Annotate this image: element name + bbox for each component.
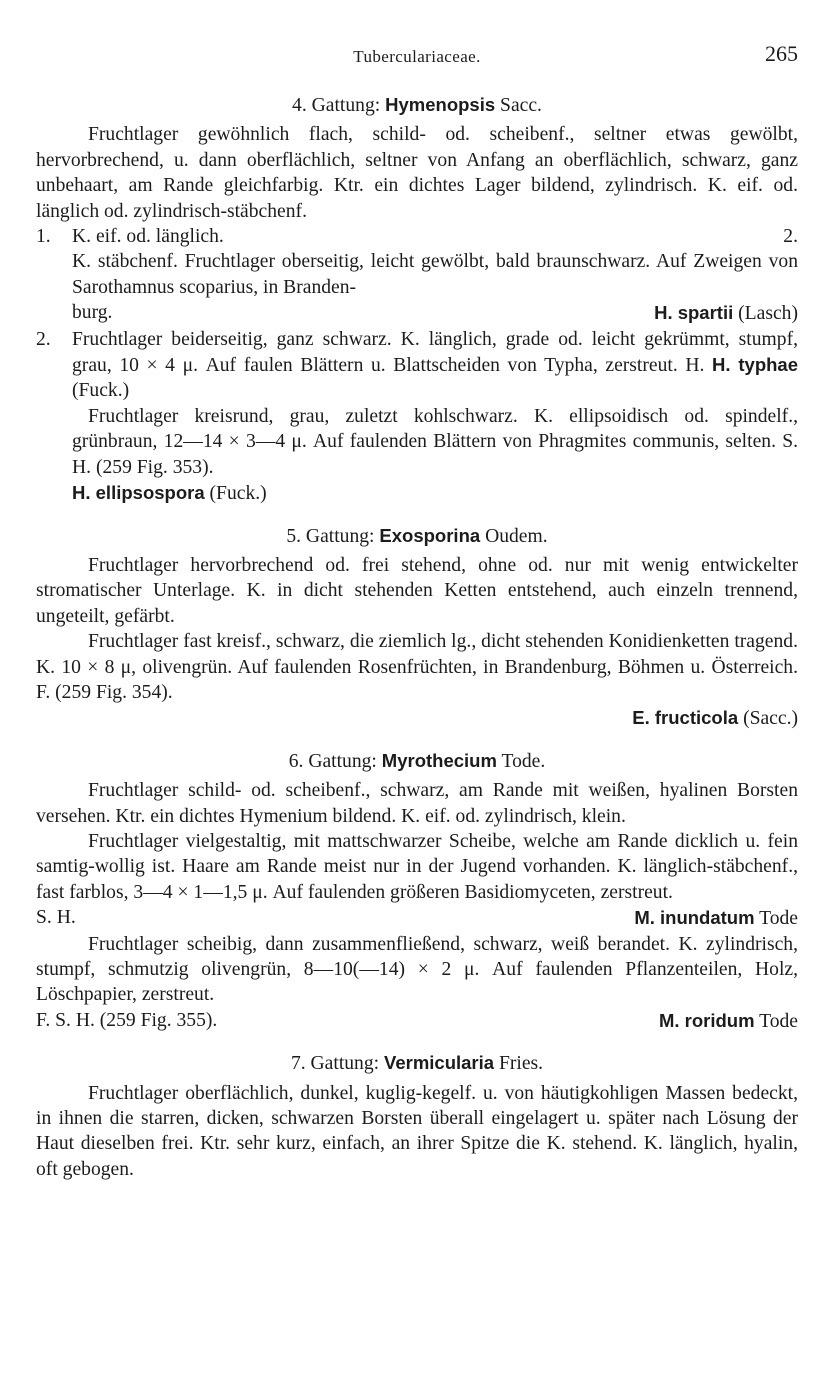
genus-author: Tode. bbox=[501, 750, 546, 772]
genus-name: Exosporina bbox=[379, 524, 481, 546]
genus-description: Fruchtlager schild- od. scheibenf., schwarz, am Rande mit weißen, hyalinen Borsten versehen. Ktr. ein dichtes Hymenium bildend. K. eif. od. zylindrisch, klein. bbox=[36, 780, 798, 827]
genus-name: Myrothecium bbox=[381, 749, 497, 771]
species-description-end: S. H. bbox=[36, 907, 76, 929]
genus-description: Fruchtlager gewöhnlich flach, schild- od. scheibenf., seltner etwas gewölbt, hervorbrechend, u. dann oberflächlich, seltner von Anfang an oberflächlich, schwarz, ganz unbehaart, am Rande gleichfarbig. Ktr. ein dichtes Lager bildend, zylindrisch. K. eif. od. länglich od. zylindrisch-stäbchenf. bbox=[36, 124, 798, 222]
genus-heading-exosporina bbox=[36, 523, 798, 549]
key-entry-1 bbox=[36, 224, 798, 249]
species-author: (Lasch) bbox=[738, 303, 798, 325]
key-number: 1. bbox=[36, 226, 51, 248]
genus-number: 5. Gattung: bbox=[286, 525, 375, 547]
species-author: Tode bbox=[759, 1010, 798, 1032]
page-number: 265 bbox=[765, 41, 798, 66]
genus-number: 6. Gattung: bbox=[288, 750, 377, 772]
species-name-line bbox=[654, 300, 798, 326]
species-name-line bbox=[634, 905, 798, 931]
genus-description: Fruchtlager hervorbrechend od. frei stehend, ohne od. nur mit wenig entwickelter stromatischer Unterlage. K. in dicht stehenden Ketten entstehend, auch einzeln trennend, ungeteilt, gefärbt. bbox=[36, 554, 798, 627]
genus-name: Vermicularia bbox=[384, 1052, 495, 1074]
species-name: E. fructicola bbox=[632, 707, 739, 729]
key-entry-2-alternative bbox=[36, 404, 798, 507]
genus-author: Sacc. bbox=[500, 95, 542, 116]
species-line bbox=[36, 905, 798, 931]
genus-description: Fruchtlager oberflächlich, dunkel, kuglig-kegelf. u. von häutigkohligen Massen bedeckt, in ihnen die starren, dicken, schwarzen Borsten überall eingelagert u. später nach Lösung der Haut dieselben frei. Ktr. sehr kurz, einfach, an ihrer Spitze die K. stehend. K. länglich, hyalin, oft gebogen. bbox=[36, 1082, 798, 1180]
key-text: Fruchtlager beiderseitig, ganz schwarz. K. länglich, grade od. leicht gekrümmt, stumpf, grau, 10 × 4 μ. Auf faulen Blättern u. Blattscheiden von Typha, zerstreut. H. bbox=[72, 328, 798, 377]
genus-number: 4. Gattung: bbox=[292, 95, 381, 116]
species-name: M. roridum bbox=[658, 1009, 755, 1031]
species-line bbox=[36, 1008, 798, 1034]
genus-heading-myrothecium bbox=[36, 748, 798, 774]
species-author: (Sacc.) bbox=[743, 708, 798, 730]
key-lead bbox=[72, 224, 798, 249]
genus-heading-hymenopsis bbox=[36, 92, 798, 118]
key-entry-1-alternative bbox=[36, 249, 798, 326]
page-header bbox=[36, 41, 798, 74]
species-name: H. typhae bbox=[712, 354, 798, 376]
genus-author: Fries. bbox=[498, 1053, 544, 1075]
species-author: Tode bbox=[759, 908, 798, 930]
species-name: H. ellipsospora bbox=[72, 482, 205, 504]
species-name-line bbox=[36, 705, 798, 731]
species-author: (Fuck.) bbox=[72, 380, 130, 402]
key-number: 2. bbox=[36, 328, 51, 350]
species-description-end: F. S. H. (259 Fig. 355). bbox=[36, 1009, 218, 1031]
key-text-end: burg. bbox=[72, 302, 113, 324]
running-title: Tuberculariaceae. bbox=[353, 47, 481, 66]
species-description: Fruchtlager scheibig, dann zusammenfließend, schwarz, weiß berandet. K. zylindrisch, stumpf, schmutzig olivengrün, 8—10(—14) × 2 μ. Auf faulenden Pflanzenteilen, Holz, Löschpapier, zerstreut. bbox=[36, 933, 798, 1006]
key-text: Fruchtlager kreisrund, grau, zuletzt kohlschwarz. K. ellipsoidisch od. spindelf., grünbraun, 12—14 × 3—4 μ. Auf faulenden Blättern von Phragmites communis, selten. S. H. (259 Fig. 353). bbox=[72, 405, 798, 478]
genus-number: 7. Gattung: bbox=[290, 1053, 380, 1075]
genus-author: Oudem. bbox=[485, 525, 548, 547]
key-lead bbox=[72, 327, 798, 404]
genus-name: Hymenopsis bbox=[385, 94, 496, 115]
species-name: H. spartii bbox=[654, 302, 734, 324]
species-name-line bbox=[72, 480, 798, 506]
key-entry-2 bbox=[36, 327, 798, 404]
key-reference: 2. bbox=[783, 226, 798, 248]
species-name: M. inundatum bbox=[634, 907, 755, 929]
species-line bbox=[72, 300, 798, 326]
species-author: (Fuck.) bbox=[209, 483, 267, 505]
book-page bbox=[36, 41, 798, 1182]
species-description: Fruchtlager fast kreisf., schwarz, die ziemlich lg., dicht stehenden Konidienketten tragend. K. 10 × 8 μ, olivengrün. Auf faulenden Rosenfrüchten, in Brandenburg, Böhmen u. Österreich. F. (259 Fig. 354). bbox=[36, 631, 798, 703]
key-text: K. eif. od. länglich. bbox=[72, 226, 224, 248]
key-text: K. stäbchenf. Fruchtlager oberseitig, leicht gewölbt, bald braunschwarz. Auf Zweigen von Sarothamnus scoparius, in Branden- bbox=[72, 251, 798, 298]
species-description: Fruchtlager vielgestaltig, mit mattschwarzer Scheibe, welche am Rande dicklich u. fein samtig-wollig ist. Haare am Rande meist nur in der Jugend vorhanden. K. länglich-stäbchenf., fast farblos, 3—4 × 1—1,5 μ. Auf faulenden größeren Basidiomyceten, zerstreut. bbox=[36, 830, 798, 903]
genus-heading-vermicularia bbox=[36, 1050, 798, 1076]
species-name-line bbox=[659, 1008, 798, 1034]
